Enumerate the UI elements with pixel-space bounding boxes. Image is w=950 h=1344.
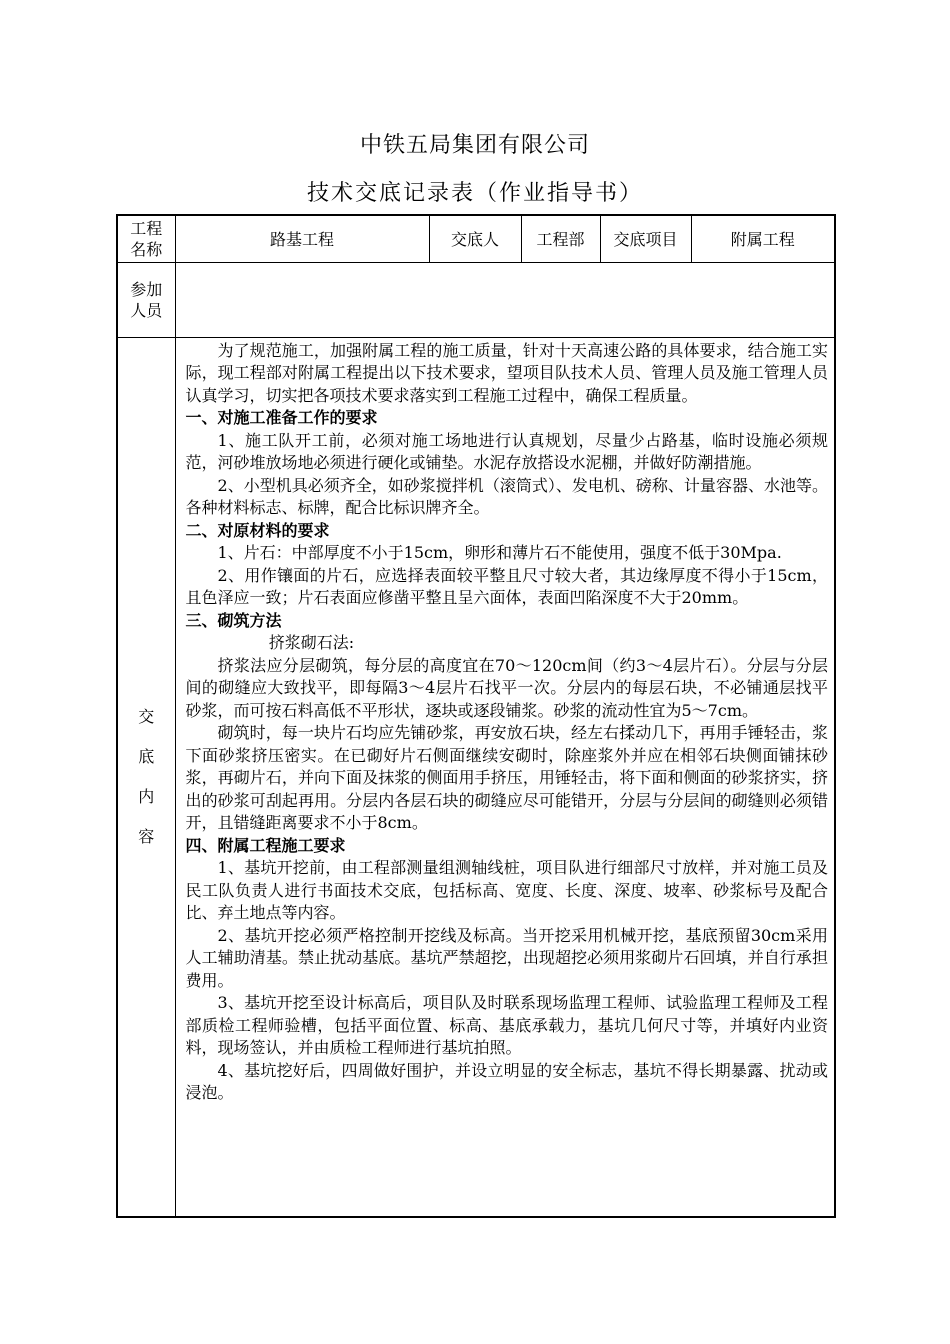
item-value: 附属工程 (691, 215, 835, 262)
content-paragraph: 1、施工队开工前，必须对施工场地进行认真规划，尽量少占路基，临时设施必须规范，河砂堆放场地必须进行硬化或铺垫。水泥存放搭设水泥棚，并做好防潮措施。 (185, 430, 828, 472)
content-paragraph: 3、基坑开挖至设计标高后，项目队及时联系现场监理工程师、试验监理工程师及工程部质检工程师验槽，包括平面位置、标高、基底承载力，基坑几何尺寸等，并填好内业资料，现场签认，并由质检工程师进行基坑拍照。 (185, 993, 828, 1057)
content-paragraph: 4、基坑挖好后，四周做好围护，并设立明显的安全标志，基坑不得长期暴露、扰动或浸泡。 (185, 1060, 828, 1102)
participants-label-cell (117, 262, 175, 337)
content-body (175, 337, 835, 1217)
content-paragraph: 砌筑时，每一块片石均应先铺砂浆，再安放石块，经左右揉动几下，再用手锤轻击，浆下面砂浆挤压密实。在已砌好片石侧面继续安砌时，除座浆外并应在相邻石块侧面铺抹砂浆，再砌片石，并向下面及抹浆的侧面用手挤压，用锤轻击，将下面和侧面的砂浆挤实，挤出的砂浆可刮起再用。分层内各层石块的砌缝应尽可能错开，分层与分层间的砌缝则必须错开，且错缝距离要求不小于8cm。 (185, 723, 828, 832)
content-label-cell (117, 337, 175, 1217)
company-title: 中铁五局集团有限公司 (359, 133, 590, 158)
project-name-label-cell (117, 215, 175, 262)
form-title: 技术交底记录表（作业指导书） (306, 181, 643, 206)
project-name-label: 工程名称 (130, 218, 163, 259)
record-table (116, 214, 836, 1218)
item-label: 交底项目 (600, 215, 691, 262)
presenter-label: 交底人 (429, 215, 521, 262)
subsection-label: 挤浆砌石法: (268, 633, 355, 652)
content-paragraph: 1、片石：中部厚度不小于15cm，卵形和薄片石不能使用，强度不低于30Mpa. (217, 543, 782, 562)
participants-label: 参加人员 (130, 279, 163, 320)
content-paragraph: 2、用作镶面的片石，应选择表面较平整且尺寸较大者，其边缘厚度不得小于15cm，且色泽应一致；片石表面应修凿平整且呈六面体，表面凹陷深度不大于20mm。 (185, 565, 828, 607)
project-name-value: 路基工程 (175, 215, 429, 262)
content-paragraph: 2、基坑开挖必须严格控制开挖线及标高。当开挖采用机械开挖，基底预留30cm采用人工辅助清基。禁止扰动基底。基坑严禁超挖，出现超挖必须用浆砌片石回填，并自行承担费用。 (185, 925, 828, 990)
content-paragraph: 1、基坑开挖前，由工程部测量组测轴线桩，项目队进行细部尺寸放样，并对施工员及民工队负责人进行书面技术交底，包括标高、宽度、长度、深度、坡率、砂浆标号及配合比、弃土地点等内容。 (185, 858, 828, 922)
participants-value (175, 262, 835, 337)
content-paragraphs (186, 338, 829, 1109)
presenter-value: 工程部 (521, 215, 600, 262)
content-paragraph: 挤浆法应分层砌筑，每分层的高度宜在70～120cm间（约3～4层片石）。分层与分层间的砌缝应大致找平，即每隔3～4层片石找平一次。分层内的每层石块，不必铺通层找平砂浆，而可按石料高低不平形状，逐块或逐段铺浆。砂浆的流动性宜为5～7cm。 (185, 655, 828, 720)
content-paragraph: 为了规范施工，加强附属工程的施工质量，针对十天高速公路的具体要求，结合施工实际，现工程部对附属工程提出以下技术要求，望项目队技术人员、管理人员及施工管理人员认真学习，切实把各项技术要求落实到工程施工过程中，确保工程质量。 (185, 340, 828, 405)
content-paragraph: 2、小型机具必须齐全，如砂浆搅拌机（滚筒式）、发电机、磅称、计量容器、水池等。各种材料标志、标牌，配合比标识牌齐全。 (185, 475, 828, 517)
participants-row (117, 262, 835, 337)
section-heading: 一、对施工准备工作的要求 (185, 408, 378, 427)
header-row (117, 215, 835, 262)
section-heading: 三、砌筑方法 (185, 610, 282, 630)
content-row (117, 337, 835, 1217)
content-label: 交底内容 (138, 706, 155, 846)
section-heading: 二、对原材料的要求 (185, 520, 330, 540)
section-heading: 四、附属工程施工要求 (185, 835, 346, 855)
